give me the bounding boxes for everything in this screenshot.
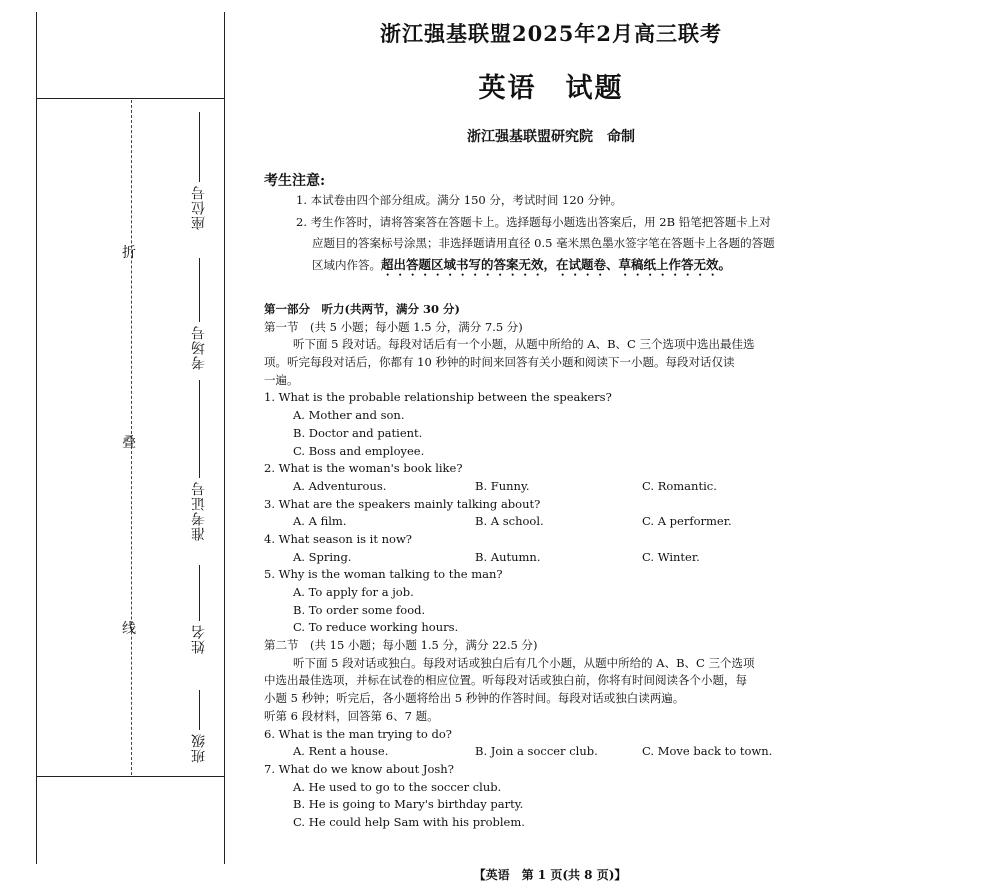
- field-name: [186, 565, 212, 657]
- question-4-options: [264, 549, 834, 567]
- question-7-stem: 7. What do we know about Josh?: [264, 761, 454, 776]
- section1-instruction-line-3: 一遍。: [264, 372, 299, 387]
- section1-instruction-line-2: 项。听完每段对话后，你都有 10 秒钟的时间来回答有关小题和阅读下一小题。每段对话仅读: [264, 355, 735, 370]
- page-footer: 【英语 第 1 页(共 8 页)】: [473, 868, 627, 882]
- fold-char-xian: 线: [122, 621, 136, 637]
- question-3-option-b: B. A school.: [475, 514, 544, 529]
- part1-heading: 第一部分 听力(共两节，满分 30 分): [264, 302, 460, 316]
- field-exam-room: [186, 258, 212, 373]
- question-6-option-c: C. Move back to town.: [642, 744, 773, 759]
- question-7-option-c: C. He could help Sam with his problem.: [293, 814, 525, 829]
- listening-part: [264, 301, 834, 832]
- question-3-options: [264, 513, 834, 531]
- subject-title: 英语 试题: [478, 73, 624, 104]
- question-5-option-c: C. To reduce working hours.: [293, 620, 459, 635]
- binding-margin-bottom-line: [36, 776, 224, 777]
- field-admission-ticket: [186, 380, 212, 544]
- question-3-option-c: C. A performer.: [642, 514, 732, 529]
- section2-instruction-line-1: 听下面 5 段对话或独白。每段对话或独白后有几个小题，从题中所给的 A、B、C 三个选项: [293, 655, 755, 670]
- note-item-2-line-3: [296, 254, 841, 279]
- note-item-2-emphasis: 超出答题区域书写的答案无效，在试题卷、草稿纸上作答无效。: [381, 257, 732, 272]
- binding-margin-top-line: [36, 98, 224, 99]
- field-label-class: 班级: [191, 733, 207, 763]
- question-5-option-a: A. To apply for a job.: [293, 585, 414, 599]
- question-2-option-c: C. Romantic.: [642, 478, 717, 493]
- note-item-2-line-3-plain: 区域内作答。: [312, 258, 381, 272]
- question-4-stem: 4. What season is it now?: [264, 531, 412, 546]
- question-6-option-a: A. Rent a house.: [293, 744, 389, 759]
- question-1-stem: 1. What is the probable relationship between the speakers?: [264, 390, 612, 405]
- question-2-options: [264, 478, 834, 496]
- question-2-option-a: A. Adventurous.: [293, 478, 387, 493]
- binding-margin-left-rule: [36, 12, 37, 864]
- field-seat-number: [186, 112, 212, 233]
- question-3-option-a: A. A film.: [293, 514, 347, 529]
- field-label-exam-room: 考场号: [191, 325, 207, 370]
- question-1-option-a: A. Mother and son.: [293, 408, 405, 423]
- author-line: 浙江强基联盟研究院 命制: [467, 129, 635, 145]
- section1-instruction-line-1: 听下面 5 段对话。每段对话后有一个小题，从题中所给的 A、B、C 三个选项中选出最佳选: [293, 337, 755, 352]
- note-item-2-line-1: 2. 考生作答时，请将答案答在答题卡上。选择题每小题选出答案后，用 2B 铅笔把答题卡上对: [296, 215, 771, 229]
- notes-title: 考生注意:: [264, 173, 326, 189]
- section2-instruction-line-3: 小题 5 秒钟；听完后，各小题将给出 5 秒钟的作答时间。每段对话或独白读两遍。: [264, 691, 685, 706]
- question-7-option-a: A. He used to go to the soccer club.: [293, 779, 502, 794]
- question-6-option-b: B. Join a soccer club.: [475, 744, 598, 759]
- binding-margin-right-rule: [224, 12, 225, 864]
- field-label-seat-number: 座位号: [191, 185, 207, 230]
- question-2-option-b: B. Funny.: [475, 478, 530, 493]
- field-class: [186, 690, 212, 766]
- fold-char-die: 叠: [122, 435, 136, 451]
- note-item-2-line-2: 应题目的答案标号涂黑；非选择题请用直径 0.5 毫米黑色墨水签字笔在答题卡上各题的答题: [312, 236, 775, 250]
- question-7-option-b: B. He is going to Mary's birthday party.: [293, 797, 524, 812]
- question-4-option-c: C. Winter.: [642, 549, 700, 564]
- note-item-2: [296, 212, 841, 279]
- question-5-stem: 5. Why is the woman talking to the man?: [264, 567, 503, 582]
- section1-heading: 第一节 (共 5 小题；每小题 1.5 分，满分 7.5 分): [264, 319, 523, 334]
- section2-heading: 第二节 (共 15 小题；每小题 1.5 分，满分 22.5 分): [264, 638, 538, 653]
- passage-6-heading: 听第 6 段材料，回答第 6、7 题。: [264, 708, 439, 723]
- question-6-stem: 6. What is the man trying to do?: [264, 726, 452, 741]
- question-4-option-a: A. Spring.: [293, 549, 352, 564]
- question-6-options: [264, 743, 834, 761]
- note-item-1: 1. 本试卷由四个部分组成。满分 150 分，考试时间 120 分钟。: [296, 193, 623, 207]
- field-label-name: 姓名: [191, 624, 207, 654]
- question-3-stem: 3. What are the speakers mainly talking about?: [264, 496, 541, 511]
- fold-char-zhe: 折: [122, 245, 136, 261]
- exam-title: 浙江强基联盟2025年2月高三联考: [379, 21, 723, 46]
- question-1-option-b: B. Doctor and patient.: [293, 425, 423, 440]
- question-5-option-b: B. To order some food.: [293, 602, 426, 617]
- question-4-option-b: B. Autumn.: [475, 549, 541, 564]
- question-1-option-c: C. Boss and employee.: [293, 443, 425, 458]
- field-label-admission-ticket: 准考证号: [191, 481, 207, 541]
- question-2-stem: 2. What is the woman's book like?: [264, 461, 463, 476]
- section2-instruction-line-2: 中选出最佳选项，并标在试卷的相应位置。听每段对话或独白前，你将有时间阅读各个小题，每: [264, 673, 747, 688]
